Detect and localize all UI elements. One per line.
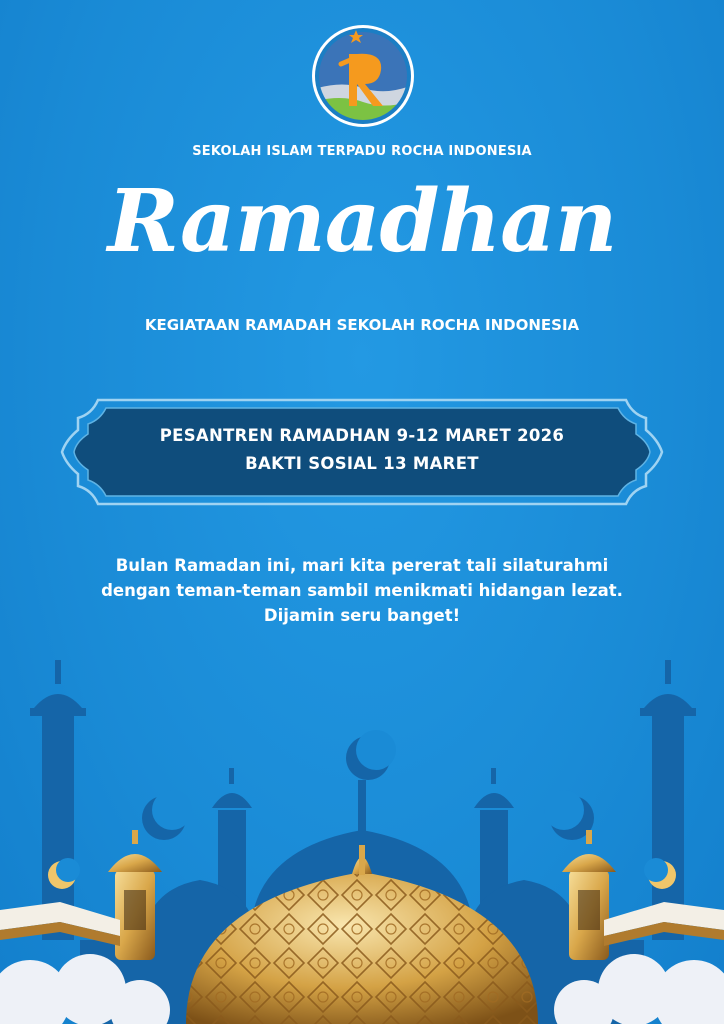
event-line-bakti-sosial: BAKTI SOSIAL 13 MARET bbox=[245, 454, 479, 473]
rocha-indonesia-logo-icon bbox=[311, 24, 415, 128]
message-line-2: dengan teman-teman sambil menikmati hidangan lezat. bbox=[101, 581, 623, 600]
message-line-3: Dijamin seru banget! bbox=[263, 606, 461, 625]
event-banner bbox=[58, 422, 666, 478]
page-title: Ramadhan bbox=[107, 171, 617, 272]
message-line-1: Bulan Ramadan ini, mari kita pererat tali silaturahmi bbox=[115, 556, 609, 575]
invitation-message bbox=[20, 553, 704, 628]
school-name: SEKOLAH ISLAM TERPADU ROCHA INDONESIA bbox=[192, 144, 532, 159]
mosque-illustration bbox=[0, 640, 724, 1024]
event-line-pesantren: PESANTREN RAMADHAN 9-12 MARET 2026 bbox=[159, 426, 565, 445]
subtitle: KEGIATAAN RAMADAH SEKOLAH ROCHA INDONESIA bbox=[144, 316, 580, 334]
